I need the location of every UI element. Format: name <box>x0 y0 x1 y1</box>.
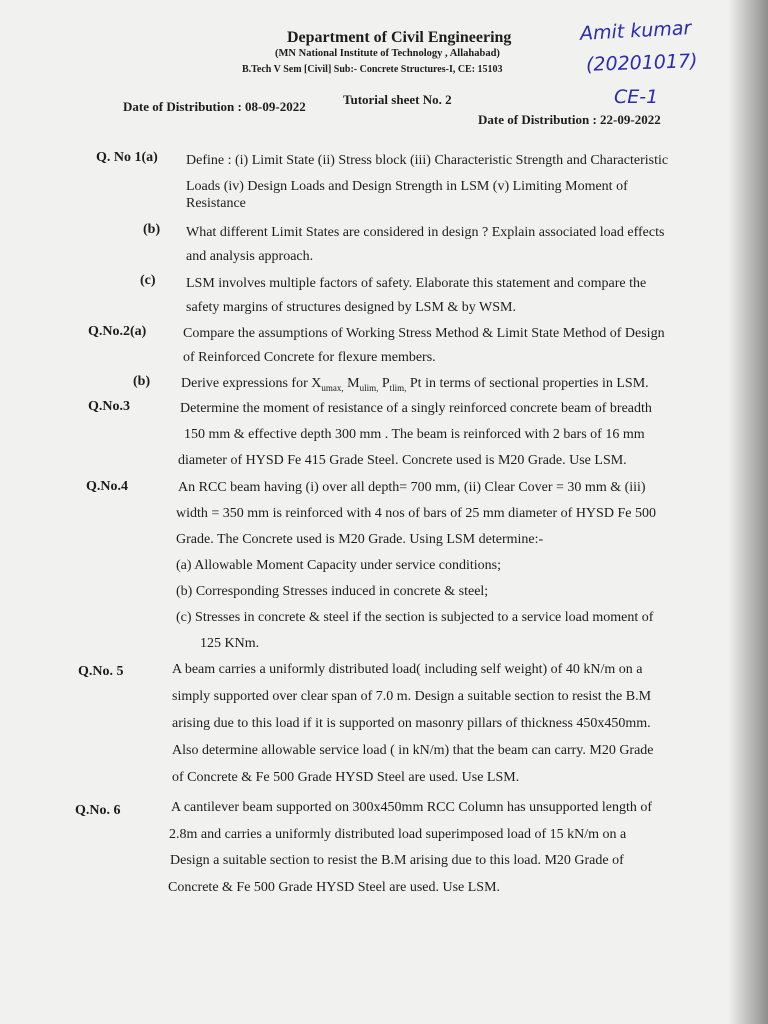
question-line: of Concrete & Fe 500 Grade HYSD Steel are used. Use LSM. <box>172 770 520 785</box>
question-line: 150 mm & effective depth 300 mm . The beam is reinforced with 2 bars of 16 mm <box>184 427 645 442</box>
department-title: Department of Civil Engineering <box>287 29 512 46</box>
question-line: Design a suitable section to resist the B.M arising due to this load. M20 Grade of <box>170 853 624 868</box>
question-line: simply supported over clear span of 7.0 m. Design a suitable section to resist the B.M <box>172 689 652 704</box>
question-label: Q.No. 6 <box>75 803 121 818</box>
question-label: (b) <box>133 374 151 389</box>
question-line: Define : (i) Limit State (ii) Stress block (iii) Characteristic Strength and Characteristic <box>186 153 669 168</box>
distribution-date-right: Date of Distribution : 22-09-2022 <box>478 112 661 127</box>
question-line: An RCC beam having (i) over all depth= 700 mm, (ii) Clear Cover = 30 mm & (iii) <box>178 480 646 495</box>
question-line: What different Limit States are considered in design ? Explain associated load effects <box>186 225 665 240</box>
handwritten-section: CE-1 <box>614 86 659 108</box>
tutorial-heading: Tutorial sheet No. 2 <box>343 92 452 107</box>
question-line: of Reinforced Concrete for flexure members. <box>183 350 436 365</box>
question-line: Also determine allowable service load ( in kN/m) that the beam can carry. M20 Grade <box>172 743 654 758</box>
question-label: Q.No.4 <box>86 479 128 494</box>
handwritten-name: Amit kumar <box>579 17 692 45</box>
question-line: A cantilever beam supported on 300x450mm RCC Column has unsupported length of <box>171 800 652 815</box>
question-line: Determine the moment of resistance of a singly reinforced concrete beam of breadth <box>180 401 652 416</box>
question-line: width = 350 mm is reinforced with 4 nos of bars of 25 mm diameter of HYSD Fe 500 <box>176 506 656 521</box>
question-line: (b) Corresponding Stresses induced in concrete & steel; <box>176 584 489 599</box>
page-edge-shadow <box>728 0 768 1024</box>
question-line: Compare the assumptions of Working Stress Method & Limit State Method of Design <box>183 326 665 341</box>
question-line: diameter of HYSD Fe 415 Grade Steel. Concrete used is M20 Grade. Use LSM. <box>178 453 627 468</box>
course-line: B.Tech V Sem [Civil] Sub:- Concrete Structures-I, CE: 15103 <box>242 64 503 75</box>
question-line: Grade. The Concrete used is M20 Grade. Using LSM determine:- <box>176 532 544 547</box>
question-line: Concrete & Fe 500 Grade HYSD Steel are used. Use LSM. <box>168 880 501 895</box>
question-line: (c) Stresses in concrete & steel if the section is subjected to a service load moment of <box>176 610 654 625</box>
question-line: 125 KNm. <box>200 636 260 651</box>
distribution-date-left: Date of Distribution : 08-09-2022 <box>123 99 306 114</box>
question-label: Q.No.2(a) <box>88 324 147 339</box>
question-line: Derive expressions for $X_{umax,}$ $M_{ulim,}$ $P_{tlim,}$ Pt in terms of sectional properties in LSM. <box>181 376 649 393</box>
question-line: safety margins of structures designed by LSM & by WSM. <box>186 300 517 315</box>
handwritten-roll: (20201017) <box>585 50 698 76</box>
question-label: (c) <box>140 273 156 288</box>
institute-name: (MN National Institute of Technology , Allahabad) <box>275 48 500 59</box>
question-label: (b) <box>143 222 161 237</box>
question-line: Resistance <box>186 196 246 211</box>
question-line: 2.8m and carries a uniformly distributed load superimposed load of 15 kN/m on a <box>169 827 627 842</box>
question-line: arising due to this load if it is supported on masonry pillars of thickness 450x450mm. <box>172 716 651 731</box>
question-label: Q.No.3 <box>88 399 130 414</box>
question-line: and analysis approach. <box>186 249 314 264</box>
question-line: Loads (iv) Design Loads and Design Strength in LSM (v) Limiting Moment of <box>186 179 628 194</box>
question-line: A beam carries a uniformly distributed load( including self weight) of 40 kN/m on a <box>172 662 643 677</box>
question-line: LSM involves multiple factors of safety. Elaborate this statement and compare the <box>186 276 647 291</box>
question-label: Q. No 1(a) <box>96 150 158 165</box>
question-label: Q.No. 5 <box>78 664 124 679</box>
question-line: (a) Allowable Moment Capacity under service conditions; <box>176 558 502 573</box>
